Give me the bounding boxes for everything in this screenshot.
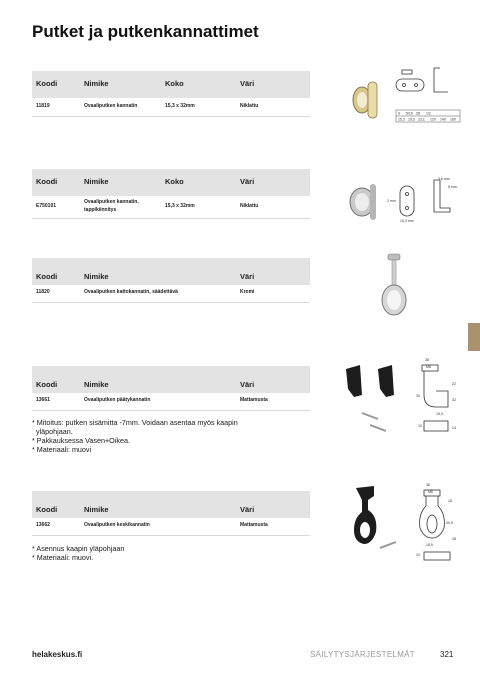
- dim-label: 5/16: [406, 111, 413, 116]
- note-line: * Materiaali: muovi: [32, 445, 92, 454]
- cell-size: 15,3 x 32mm: [165, 103, 195, 109]
- product-notes-5: [32, 544, 124, 562]
- table-header: [32, 491, 310, 518]
- dim-label: 22,1: [418, 117, 425, 122]
- bracket-photo: [353, 82, 377, 118]
- header-color: Väri: [240, 177, 255, 186]
- header-name: Nimike: [84, 177, 109, 186]
- dim-label: 36: [426, 483, 430, 487]
- table-row: [32, 285, 310, 303]
- dim-label: 120: [430, 117, 436, 122]
- product-figure-4: [340, 355, 465, 440]
- table-header: [32, 366, 310, 393]
- product-table-5: [32, 491, 310, 536]
- product-table-4: [32, 366, 310, 411]
- cell-name: Ovaaliputken kattokannatin, säädettävä: [84, 289, 178, 295]
- dim-label: 38: [425, 358, 429, 362]
- table-header: [32, 258, 310, 285]
- table-row: [32, 98, 310, 117]
- bracket-drawing: [396, 68, 448, 92]
- dim-label: M6: [426, 365, 431, 369]
- note-line: * Pakkauksessa Vasen+Oikea.: [32, 436, 130, 445]
- cell-color: Mattamusta: [240, 397, 268, 403]
- dim-label: 160: [450, 117, 456, 122]
- cell-name: Ovaaliputken päätykannatin: [84, 397, 151, 403]
- product-table-3: [32, 258, 310, 303]
- table-header: [32, 169, 310, 196]
- dim-label: 30: [416, 394, 420, 398]
- dim-label: 10: [418, 424, 422, 428]
- note-line: * Mitoitus: putken sisämitta -7mm. Voidaan asentaa myös kaapin: [32, 418, 238, 427]
- page-number: 321: [440, 650, 454, 659]
- dim-label: 15,5: [426, 543, 433, 547]
- dim-label: 140: [440, 117, 446, 122]
- dim-label: 3,6 mm: [438, 177, 450, 181]
- dim-label: 22: [452, 382, 456, 386]
- page-title: Putket ja putkenkannattimet: [32, 22, 259, 41]
- header-code: Koodi: [36, 79, 58, 88]
- end-bracket-drawing: [422, 365, 448, 431]
- product-table-1: [32, 71, 310, 117]
- product-figure-1: [340, 62, 465, 132]
- cell-code: 11820: [36, 289, 50, 295]
- dim-label: 5 mm: [448, 185, 457, 189]
- header-name: Nimike: [84, 505, 109, 514]
- header-color: Väri: [240, 505, 255, 514]
- dim-label: 10: [416, 553, 420, 557]
- cell-size: 15,3 x 32mm: [165, 203, 195, 209]
- dim-label: M6: [428, 490, 433, 494]
- cell-name-line2: tappikiinnitys: [84, 207, 117, 213]
- footer-section: SÄILYTYSJÄRJESTELMÄT: [310, 650, 415, 659]
- dim-label: 14: [452, 426, 456, 430]
- dim-label: 28: [416, 111, 420, 116]
- header-name: Nimike: [84, 272, 109, 281]
- cell-color: Kromi: [240, 289, 255, 295]
- end-bracket-photo: [346, 365, 394, 397]
- bracket-photo: [350, 184, 376, 220]
- product-figure-5: [340, 480, 465, 565]
- header-code: Koodi: [36, 505, 58, 514]
- note-line: * Materiaali: muovi.: [32, 553, 94, 562]
- dim-label: 15,3: [436, 412, 443, 416]
- header-size: Koko: [165, 177, 184, 186]
- bracket-drawing: [400, 180, 450, 216]
- header-color: Väri: [240, 380, 255, 389]
- cell-color: Niklattu: [240, 103, 259, 109]
- table-row: [32, 393, 310, 411]
- cell-name: Ovaaliputken keskikannatin: [84, 522, 150, 528]
- dim-label: 2 mm: [387, 199, 396, 203]
- header-size: Koko: [165, 79, 184, 88]
- table-row: [32, 196, 310, 219]
- section-tab: [468, 323, 480, 351]
- cell-name-line1: Ovaaliputken kannatin,: [84, 199, 139, 205]
- header-name: Nimike: [84, 380, 109, 389]
- product-table-2: [32, 169, 310, 219]
- cell-color: Mattamusta: [240, 522, 268, 528]
- header-code: Koodi: [36, 272, 58, 281]
- header-code: Koodi: [36, 380, 58, 389]
- table-header: [32, 71, 310, 98]
- dim-label: 1/2: [426, 111, 431, 116]
- dim-label: 28: [452, 537, 456, 541]
- center-bracket-photo: [354, 486, 376, 544]
- cell-code: 13661: [36, 397, 50, 403]
- header-code: Koodi: [36, 177, 58, 186]
- dim-label: S: [398, 111, 401, 116]
- dim-label: 15,3: [398, 117, 405, 122]
- product-figure-2: [340, 172, 465, 232]
- cell-code: 11819: [36, 103, 50, 109]
- header-color: Väri: [240, 79, 255, 88]
- dim-label: 32: [452, 398, 456, 402]
- product-notes-4: [32, 418, 238, 454]
- dim-label: 18: [448, 499, 452, 503]
- product-figure-3: [375, 250, 415, 320]
- center-bracket-drawing: [420, 490, 450, 560]
- cell-code: E750101: [36, 203, 57, 209]
- screws: [362, 413, 386, 431]
- ceiling-hanger-photo: [382, 254, 406, 315]
- note-line: * Asennus kaapin yläpohjaan: [32, 544, 125, 553]
- cell-color: Niklattu: [240, 203, 259, 209]
- dim-label: 30,5: [446, 521, 453, 525]
- note-line: yläpohjaan.: [32, 427, 73, 436]
- cell-name: Ovaaliputken kannatin: [84, 103, 138, 109]
- dimension-table: [396, 110, 460, 122]
- footer-site: helakeskus.fi: [32, 650, 83, 659]
- cell-code: 13662: [36, 522, 50, 528]
- header-color: Väri: [240, 272, 255, 281]
- dim-label: 19,3: [408, 117, 415, 122]
- dim-label: 15,3 mm: [400, 219, 414, 223]
- header-name: Nimike: [84, 79, 109, 88]
- table-row: [32, 518, 310, 536]
- screws: [380, 542, 396, 548]
